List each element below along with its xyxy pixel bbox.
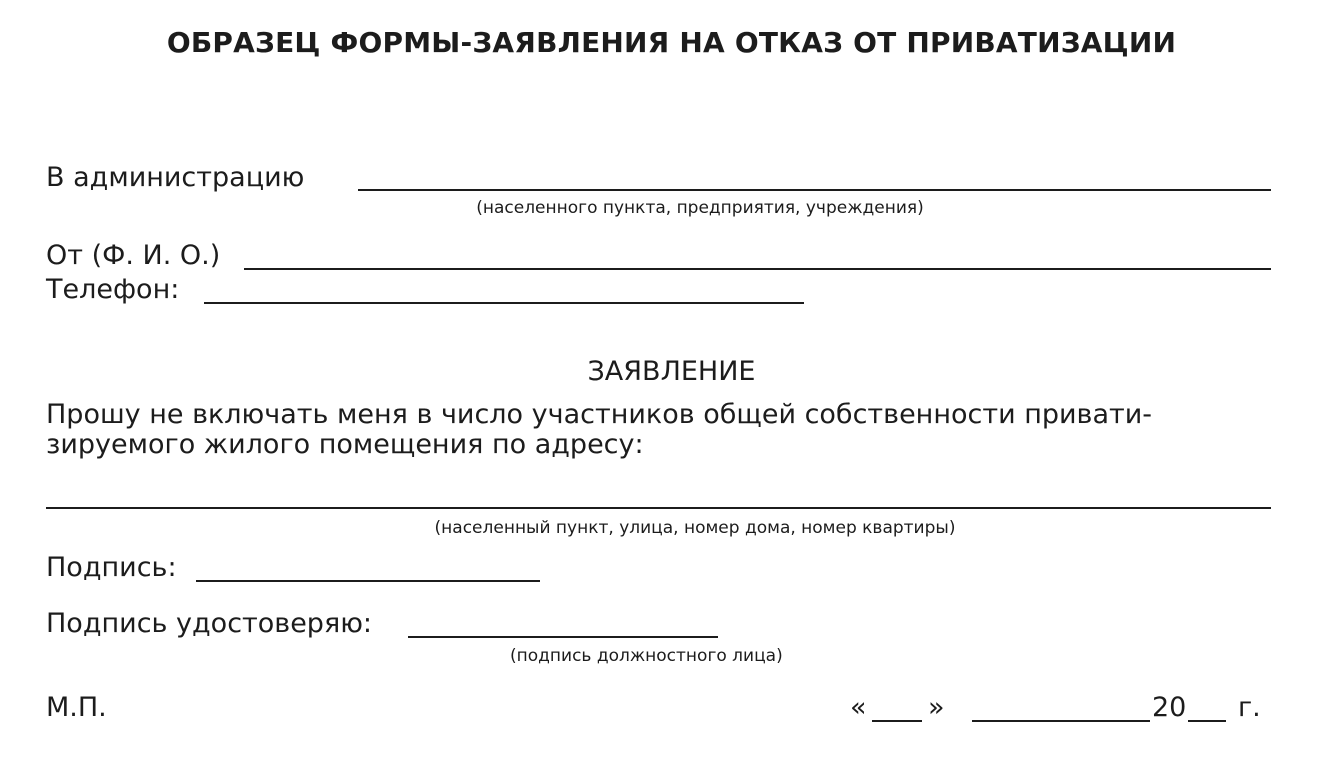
- from-name-label: От (Ф. И. О.): [46, 240, 221, 271]
- phone-label: Телефон:: [46, 274, 180, 305]
- address-caption: (населенный пункт, улица, номер дома, номер квартиры): [434, 518, 956, 538]
- date-day-line: [872, 720, 922, 722]
- to-administration-label: В администрацию: [46, 162, 305, 193]
- statement-body-line-2: зируемого жилого помещения по адресу:: [46, 429, 644, 460]
- phone-line: [204, 302, 804, 304]
- statement-body-line-1: Прошу не включать меня в число участников общей собственности привати-: [46, 399, 1153, 430]
- signature-label: Подпись:: [46, 552, 177, 583]
- date-year-prefix: 20: [1152, 692, 1187, 723]
- certify-caption: (подпись должностного лица): [510, 646, 783, 666]
- certify-label: Подпись удостоверяю:: [46, 608, 373, 639]
- date-suffix: г.: [1238, 692, 1261, 723]
- to-administration-line: [358, 189, 1271, 191]
- date-open-quote: «: [850, 692, 867, 723]
- date-close-quote: »: [928, 692, 945, 723]
- from-name-line: [244, 268, 1271, 270]
- statement-heading: ЗАЯВЛЕНИЕ: [587, 356, 756, 387]
- signature-line: [196, 580, 540, 582]
- to-administration-caption: (населенного пункта, предприятия, учреждения): [476, 198, 924, 218]
- statement-body: [46, 400, 1152, 460]
- form-title: ОБРАЗЕЦ ФОРМЫ-ЗАЯВЛЕНИЯ НА ОТКАЗ ОТ ПРИВАТИЗАЦИИ: [166, 26, 1177, 59]
- stamp-label: М.П.: [46, 692, 107, 723]
- date-year-line: [1188, 720, 1226, 722]
- date-month-line: [972, 720, 1150, 722]
- address-line: [46, 507, 1271, 509]
- certify-line: [408, 636, 718, 638]
